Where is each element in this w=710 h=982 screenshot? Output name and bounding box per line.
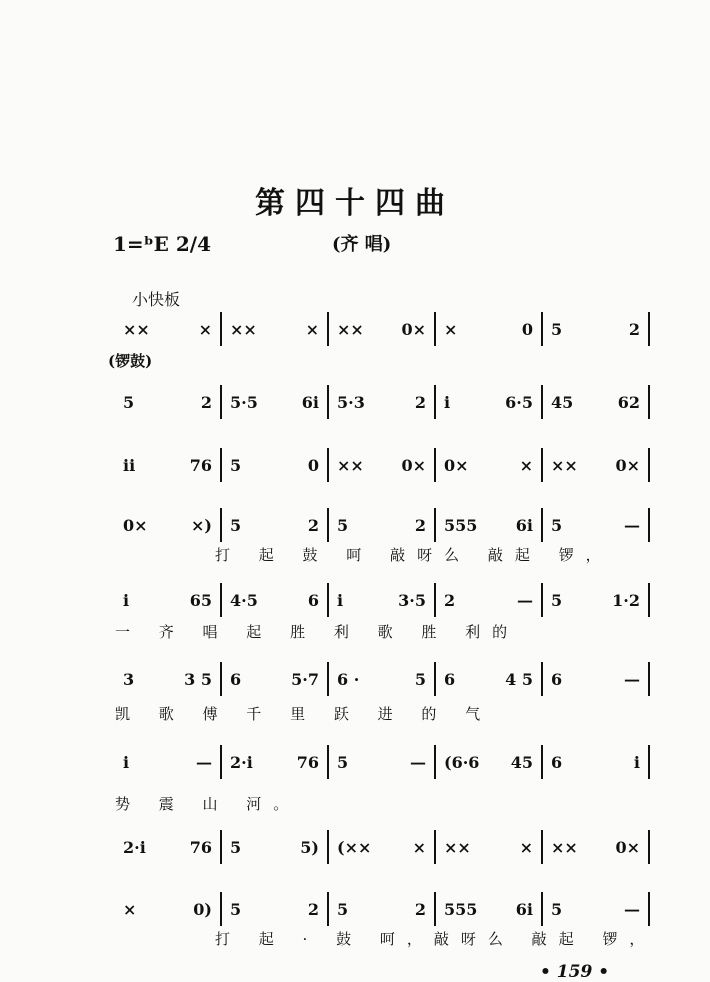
note: 1·2 [612,590,640,610]
note: 5 [123,392,135,412]
lyric-text: 势 震 山 河。 [115,795,301,813]
note: 2 [414,392,426,412]
note: × [305,319,319,339]
note: 3·5 [398,590,426,610]
bar-line [648,892,650,926]
measure [115,312,220,346]
measure [222,385,327,419]
measure [222,662,327,696]
note: — [624,669,640,689]
note: 0× [401,455,426,475]
note: × [123,899,137,919]
note: 0× [615,455,640,475]
page-number: • 159 • [540,962,610,982]
note: 5 [551,590,563,610]
lyric-line [115,793,650,815]
note: 6·5 [505,392,533,412]
measure [222,830,327,864]
measure [115,508,220,542]
note: × [519,455,533,475]
score-row [115,662,650,696]
note: i [337,590,344,610]
score-row [115,892,650,926]
note: × [412,837,426,857]
note: 5 [230,455,242,475]
note: ×× [337,455,364,475]
note: 5 [551,319,563,339]
note: 2 [414,899,426,919]
time-signature: 2/4 [175,232,211,256]
measure [543,508,648,542]
note: ×× [123,319,150,339]
lyric-line [115,544,650,566]
note: 0 [307,455,319,475]
measure [115,385,220,419]
score-row [115,312,650,346]
measure [115,830,220,864]
measure [222,892,327,926]
note: 62 [617,392,640,412]
note: 0) [193,899,212,919]
note: 4 5 [505,669,533,689]
note: 2 [307,899,319,919]
bar-line [648,583,650,617]
measure [329,830,434,864]
score-row [115,385,650,419]
note: 6i [515,899,533,919]
note: 5) [300,837,319,857]
measure [329,448,434,482]
measure [436,892,541,926]
note: 5 [337,899,349,919]
note: 6 [230,669,242,689]
measure [329,745,434,779]
measure [436,745,541,779]
measure [329,385,434,419]
note: 0× [123,515,148,535]
measure [436,508,541,542]
measure [543,745,648,779]
measure [222,745,327,779]
note: — [517,590,533,610]
measure [222,583,327,617]
note: — [410,752,426,772]
measure [543,662,648,696]
note: — [624,515,640,535]
note: i [123,752,130,772]
performance-form: (齐 唱) [332,234,392,255]
note: 3 [123,669,135,689]
note: 76 [189,837,212,857]
note: × [198,319,212,339]
score-row [115,830,650,864]
measure [543,448,648,482]
measure [543,583,648,617]
note: 555 [444,515,478,535]
measure [329,892,434,926]
note: 5·5 [230,392,258,412]
note: 2 [414,515,426,535]
measure [115,745,220,779]
score-row [115,583,650,617]
measure [436,312,541,346]
note: 0× [401,319,426,339]
note: ×× [230,319,257,339]
note: (6·6 [444,752,480,772]
note: 76 [296,752,319,772]
note: ×× [551,455,578,475]
key-label: 1=ᵇE [113,232,169,256]
note: 4·5 [230,590,258,610]
measure [222,312,327,346]
note: 6 [551,752,563,772]
note: 45 [510,752,533,772]
measure [222,508,327,542]
score-row [115,745,650,779]
note: 6i [301,392,319,412]
note: 6 [444,669,456,689]
measure [329,312,434,346]
score-row [115,448,650,482]
note: ii [123,455,136,475]
lyric-line [115,703,650,725]
song-title: 第四十四曲 [255,186,455,221]
bar-line [648,448,650,482]
measure [329,583,434,617]
note: 5 [230,899,242,919]
note: 2 [307,515,319,535]
note: 2·i [230,752,253,772]
lyric-line [115,928,657,950]
note: 0 [521,319,533,339]
measure [329,508,434,542]
lyric-line [115,621,650,643]
measure [115,583,220,617]
measure [436,448,541,482]
lyric-text: 一 齐 唱 起 胜 利 歌 胜 利的 [115,623,520,641]
measure [115,662,220,696]
measure [115,892,220,926]
note: 6i [515,515,533,535]
note: 2 [444,590,456,610]
note: 5 [551,515,563,535]
note: 5·7 [291,669,319,689]
measure [222,448,327,482]
measure [543,892,648,926]
note: 6 [551,669,563,689]
key-signature [113,232,211,256]
bar-line [648,385,650,419]
lyric-text: 打 起 · 鼓 呵，敲呀么 敲起 锣， [215,930,657,948]
bar-line [648,312,650,346]
measure [543,830,648,864]
note: 2 [200,392,212,412]
measure [115,448,220,482]
note: 5 [337,515,349,535]
note: (×× [337,837,372,857]
note: i [444,392,451,412]
measure [329,662,434,696]
measure [436,583,541,617]
note: 5 [230,837,242,857]
note: 5·3 [337,392,365,412]
note: 2·i [123,837,146,857]
measure [436,830,541,864]
note: 3 5 [184,669,212,689]
note: 5 [230,515,242,535]
note: i [123,590,130,610]
measure [543,385,648,419]
bar-line [648,830,650,864]
note: — [624,899,640,919]
note: 555 [444,899,478,919]
note: 65 [189,590,212,610]
note: 2 [628,319,640,339]
percussion-label: (锣鼓) [108,352,153,370]
note: i [633,752,640,772]
note: 5 [337,752,349,772]
note: ×× [551,837,578,857]
note: ×× [337,319,364,339]
measure [436,662,541,696]
note: 5 [551,899,563,919]
note: ×× [444,837,471,857]
note: 6 [307,590,319,610]
note: × [519,837,533,857]
lyric-text: 凯 歌 傅 千 里 跃 进 的 气 [115,705,493,723]
bar-line [648,662,650,696]
note: ×) [191,515,212,535]
note: × [444,319,458,339]
note: 76 [189,455,212,475]
note: 45 [551,392,574,412]
note: 0× [444,455,469,475]
bar-line [648,745,650,779]
bar-line [648,508,650,542]
measure [543,312,648,346]
note: 5 [414,669,426,689]
note: 6 · [337,669,360,689]
note: 0× [615,837,640,857]
note: — [196,752,212,772]
measure [436,385,541,419]
tempo-marking: 小快板 [132,290,181,309]
lyric-text: 打 起 鼓 呵 敲呀么 敲起 锣， [215,546,613,564]
score-row [115,508,650,542]
